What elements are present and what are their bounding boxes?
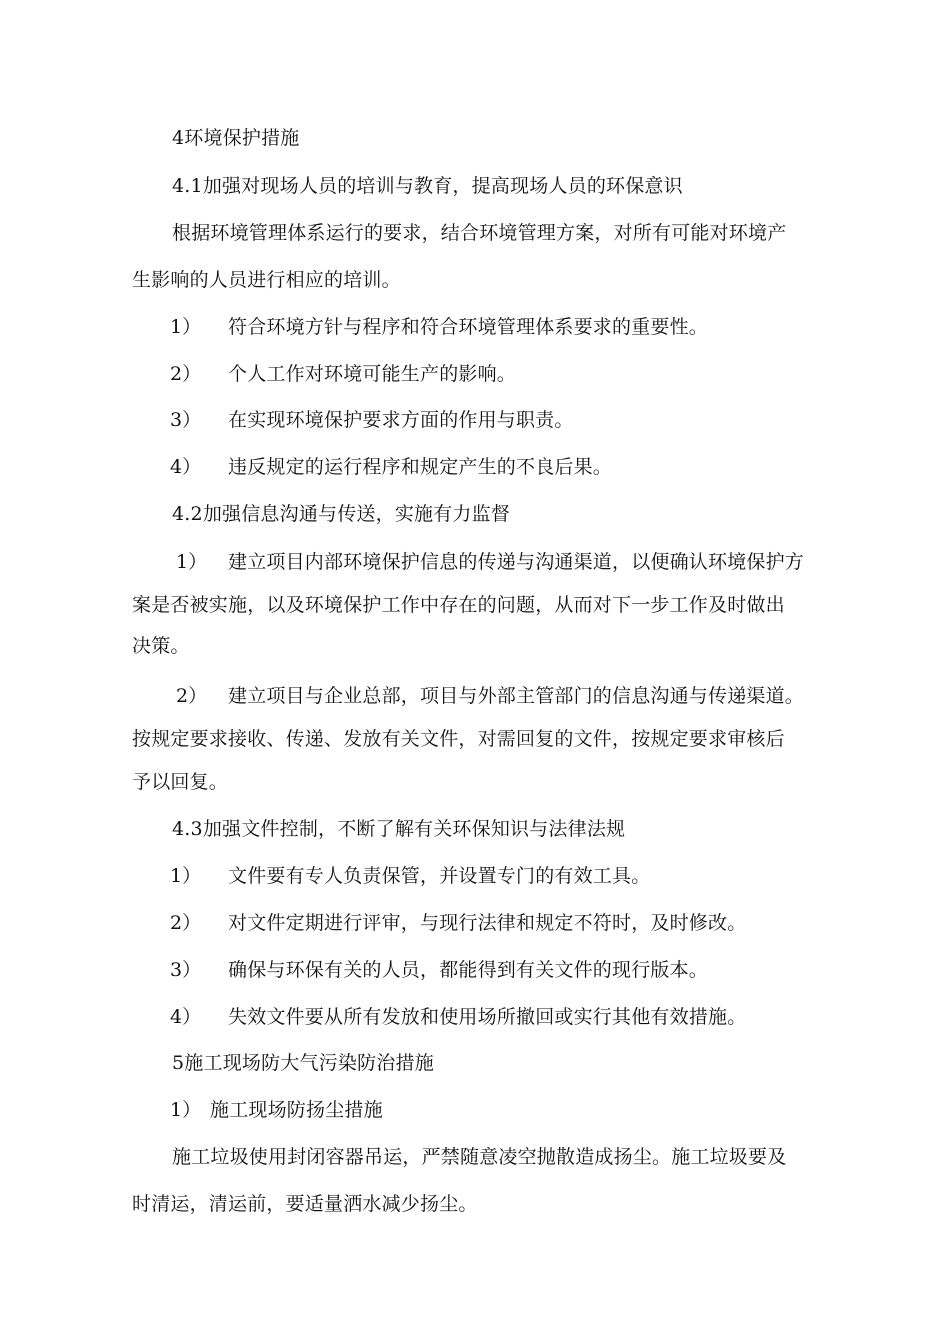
paragraph-line: 时清运，清运前，要适量洒水减少扬尘。 — [132, 1193, 478, 1215]
paragraph-line: 生影响的人员进行相应的培训。 — [132, 269, 401, 291]
section-4-heading: 4环境保护措施 — [172, 127, 300, 149]
list-item-text: 文件要有专人负责保管，并设置专门的有效工具。 — [228, 865, 651, 887]
list-item-number: 1） — [170, 865, 202, 887]
list-item-number: 3） — [170, 959, 202, 981]
paragraph-line: 按规定要求接收、传递、发放有关文件，对需回复的文件，按规定要求审核后 — [132, 728, 785, 750]
list-item-number: 1） — [170, 316, 202, 338]
list-item-number: 4） — [170, 456, 202, 478]
list-item-number: 4） — [170, 1006, 202, 1028]
list-item-number: 3） — [170, 409, 202, 431]
list-item-text: 施工现场防扬尘措施 — [210, 1099, 383, 1121]
list-item-text: 失效文件要从所有发放和使用场所撤回或实行其他有效措施。 — [228, 1006, 747, 1028]
paragraph-line: 予以回复。 — [132, 771, 229, 793]
list-item-text: 个人工作对环境可能生产的影响。 — [228, 363, 517, 385]
section-4-1-heading: 4.1加强对现场人员的培训与教育，提高现场人员的环保意识 — [172, 175, 683, 197]
list-item-number: 1） — [170, 1099, 202, 1121]
paragraph-line: 决策。 — [132, 635, 190, 657]
section-5-heading: 5施工现场防大气污染防治措施 — [172, 1052, 434, 1074]
list-item-number: 2） — [176, 685, 208, 707]
section-4-3-heading: 4.3加强文件控制，不断了解有关环保知识与法律法规 — [172, 818, 626, 840]
paragraph-line: 建立项目与企业总部，项目与外部主管部门的信息沟通与传递渠道。 — [228, 685, 805, 707]
paragraph-line: 施工垃圾使用封闭容器吊运，严禁随意凌空抛散造成扬尘。施工垃圾要及 — [172, 1146, 787, 1168]
list-item-number: 1） — [176, 551, 208, 573]
section-4-2-heading: 4.2加强信息沟通与传送，实施有力监督 — [172, 503, 511, 525]
list-item-text: 符合环境方针与程序和符合环境管理体系要求的重要性。 — [228, 316, 709, 338]
list-item-text: 对文件定期进行评审，与现行法律和规定不符时，及时修改。 — [228, 912, 747, 934]
list-item-text: 确保与环保有关的人员，都能得到有关文件的现行版本。 — [228, 959, 709, 981]
list-item-text: 违反规定的运行程序和规定产生的不良后果。 — [228, 456, 613, 478]
paragraph-line: 案是否被实施，以及环境保护工作中存在的问题，从而对下一步工作及时做出 — [132, 594, 785, 616]
list-item-number: 2） — [170, 912, 202, 934]
paragraph-line: 建立项目内部环境保护信息的传递与沟通渠道，以便确认环境保护方 — [228, 551, 805, 573]
list-item-number: 2） — [170, 363, 202, 385]
paragraph-line: 根据环境管理体系运行的要求，结合环境管理方案，对所有可能对环境产 — [172, 222, 787, 244]
list-item-text: 在实现环境保护要求方面的作用与职责。 — [228, 409, 574, 431]
